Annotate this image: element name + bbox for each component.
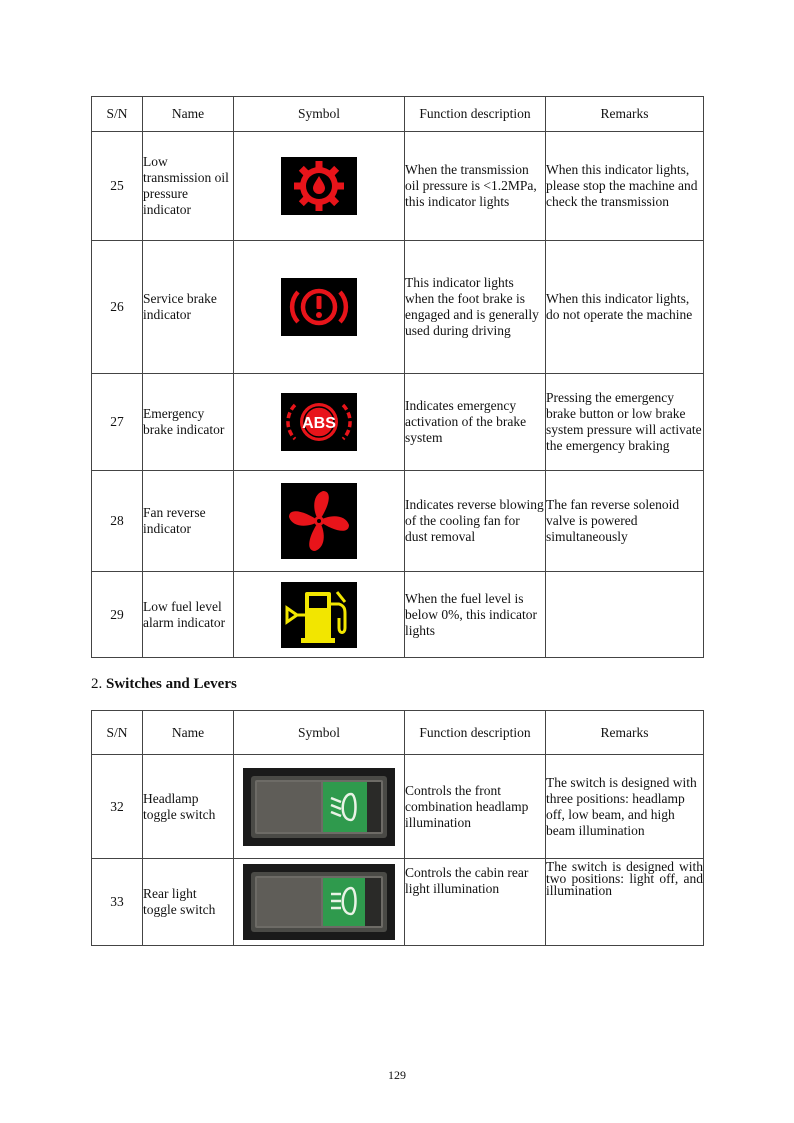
fan-reverse-icon	[281, 483, 357, 559]
row-function: Indicates reverse blowing of the cooling fan for dust removal	[405, 471, 546, 572]
section-heading	[91, 676, 237, 693]
section-title: Switches and Levers	[106, 676, 237, 692]
transmission-oil-pressure-icon	[281, 157, 357, 215]
row-name: Rear light toggle switch	[143, 859, 234, 946]
row-symbol	[234, 471, 405, 572]
row-remarks	[546, 572, 704, 658]
service-brake-icon	[281, 278, 357, 336]
header-symbol: Symbol	[234, 97, 405, 132]
row-symbol	[234, 755, 405, 859]
header-remarks: Remarks	[546, 711, 704, 755]
row-remarks: The fan reverse solenoid valve is powered simultaneously	[546, 471, 704, 572]
table-row	[92, 572, 704, 658]
row-sn: 32	[92, 755, 143, 859]
row-remarks: Pressing the emergency brake button or low brake system pressure will activate the emergency braking	[546, 374, 704, 471]
table-row	[92, 374, 704, 471]
row-name: Low fuel level alarm indicator	[143, 572, 234, 658]
header-symbol: Symbol	[234, 711, 405, 755]
row-name: Headlamp toggle switch	[143, 755, 234, 859]
row-function: Controls the cabin rear light illumination	[405, 859, 546, 946]
table-header-row	[92, 711, 704, 755]
row-sn: 33	[92, 859, 143, 946]
header-name: Name	[143, 97, 234, 132]
low-fuel-icon	[281, 582, 357, 648]
table-row	[92, 755, 704, 859]
rear-light-switch-icon	[243, 864, 395, 940]
row-remarks: The switch is designed with two positions: light off, and illumination	[546, 859, 704, 946]
row-function: Indicates emergency activation of the brake system	[405, 374, 546, 471]
row-sn: 26	[92, 241, 143, 374]
row-function: Controls the front combination headlamp illumination	[405, 755, 546, 859]
table-row	[92, 859, 704, 946]
abs-label: ABS	[302, 415, 336, 432]
indicators-table	[91, 96, 704, 658]
row-remarks: When this indicator lights, please stop the machine and check the transmission	[546, 132, 704, 241]
row-symbol	[234, 241, 405, 374]
row-symbol	[234, 572, 405, 658]
row-symbol	[234, 374, 405, 471]
switches-table	[91, 710, 704, 946]
abs-brake-icon	[281, 393, 357, 451]
header-remarks: Remarks	[546, 97, 704, 132]
header-function: Function description	[405, 97, 546, 132]
row-symbol	[234, 132, 405, 241]
header-function: Function description	[405, 711, 546, 755]
section-number: 2.	[91, 676, 103, 692]
table-row	[92, 241, 704, 374]
row-sn: 28	[92, 471, 143, 572]
row-remarks: When this indicator lights, do not operate the machine	[546, 241, 704, 374]
headlamp-switch-icon	[243, 768, 395, 846]
row-name: Low transmission oil pressure indicator	[143, 132, 234, 241]
row-name: Emergency brake indicator	[143, 374, 234, 471]
table-row	[92, 132, 704, 241]
row-name: Service brake indicator	[143, 241, 234, 374]
table-row	[92, 471, 704, 572]
row-function: This indicator lights when the foot brake is engaged and is generally used during driving	[405, 241, 546, 374]
row-sn: 27	[92, 374, 143, 471]
row-function: When the fuel level is below 0%, this indicator lights	[405, 572, 546, 658]
header-sn: S/N	[92, 97, 143, 132]
row-name: Fan reverse indicator	[143, 471, 234, 572]
page-number: 129	[388, 1068, 406, 1082]
row-sn: 25	[92, 132, 143, 241]
table-header-row	[92, 97, 704, 132]
row-symbol	[234, 859, 405, 946]
row-function: When the transmission oil pressure is <1.2MPa, this indicator lights	[405, 132, 546, 241]
header-name: Name	[143, 711, 234, 755]
row-sn: 29	[92, 572, 143, 658]
header-sn: S/N	[92, 711, 143, 755]
row-remarks: The switch is designed with three positions: headlamp off, low beam, and high beam illumination	[546, 755, 704, 859]
